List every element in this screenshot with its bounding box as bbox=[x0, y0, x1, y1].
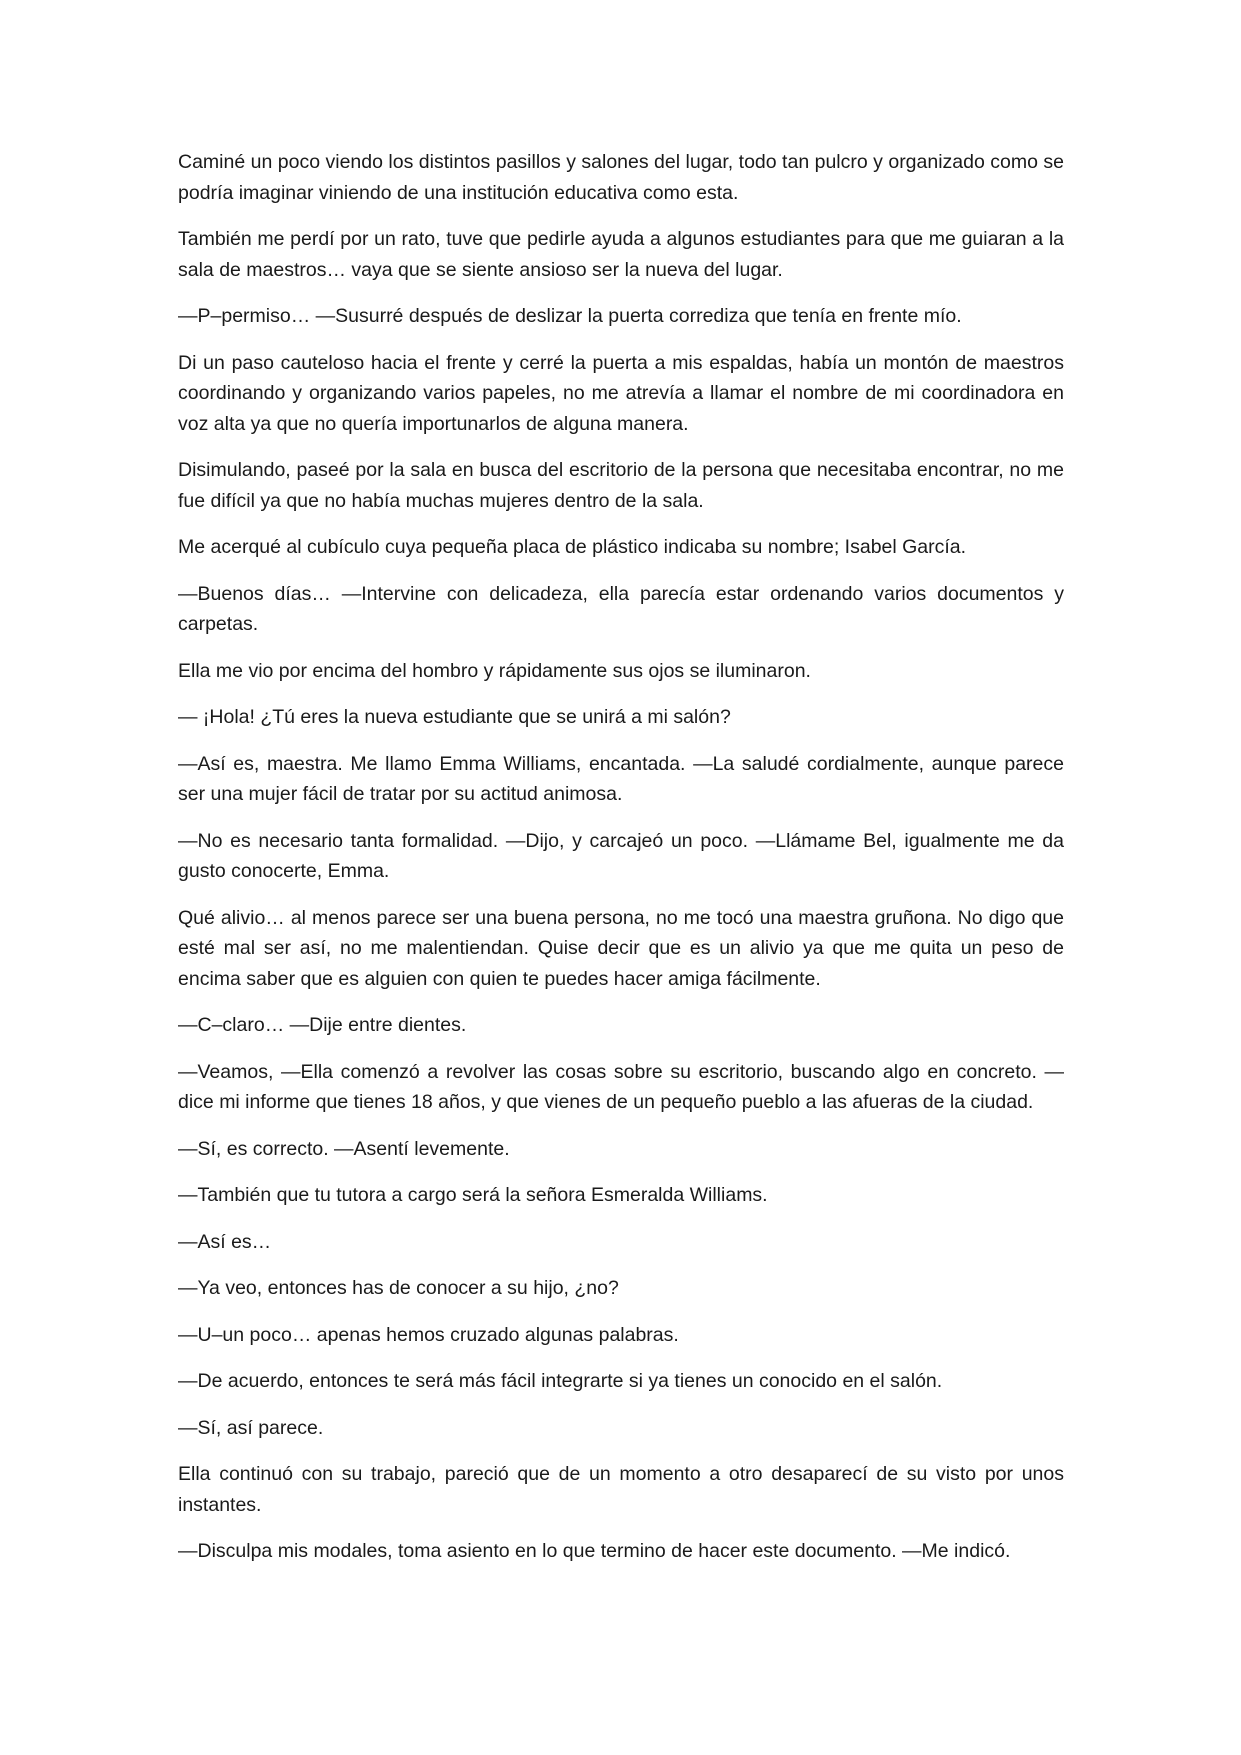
paragraph: Caminé un poco viendo los distintos pasillos y salones del lugar, todo tan pulcro y organizado como se podría imaginar viniendo de una institución educativa como esta. bbox=[178, 151, 1064, 204]
paragraph: Disimulando, paseé por la sala en busca del escritorio de la persona que necesitaba encontrar, no me fue difícil ya que no había muchas mujeres dentro de la sala. bbox=[178, 459, 1064, 512]
paragraph: Ella continuó con su trabajo, pareció que de un momento a otro desaparecí de su visto por unos instantes. bbox=[178, 1463, 1064, 1516]
paragraph: —C–claro… —Dije entre dientes. bbox=[178, 1014, 467, 1036]
paragraph: Di un paso cauteloso hacia el frente y cerré la puerta a mis espaldas, había un montón de maestros coordinando y organizando varios papeles, no me atrevía a llamar el nombre de mi coordinadora en voz alta ya que no quería importunarlos de alguna manera. bbox=[178, 351, 1064, 435]
paragraph: —P–permiso… —Susurré después de deslizar la puerta corrediza que tenía en frente mío. bbox=[178, 305, 962, 327]
paragraph: Ella me vio por encima del hombro y rápidamente sus ojos se iluminaron. bbox=[178, 659, 811, 682]
paragraph: Qué alivio… al menos parece ser una buena persona, no me tocó una maestra gruñona. No digo que esté mal ser así, no me malentiendan. Quise decir que es un alivio ya que me quita un peso de encima saber que es alguien con quien te puedes hacer amiga fácilmente. bbox=[178, 906, 1064, 990]
paragraph: Me acerqué al cubículo cuya pequeña placa de plástico indicaba su nombre; Isabel García. bbox=[178, 536, 967, 558]
paragraph: —Disculpa mis modales, toma asiento en lo que termino de hacer este documento. —Me indicó. bbox=[178, 1540, 1011, 1562]
paragraph: —Así es, maestra. Me llamo Emma Williams, encantada. —La saludé cordialmente, aunque parece ser una mujer fácil de tratar por su actitud animosa. bbox=[178, 752, 1064, 805]
document-body bbox=[178, 147, 1064, 1583]
paragraph: También me perdí por un rato, tuve que pedirle ayuda a algunos estudiantes para que me guiaran a la sala de maestros… vaya que se siente ansioso ser la nueva del lugar. bbox=[178, 228, 1064, 281]
paragraph: —No es necesario tanta formalidad. —Dijo, y carcajeó un poco. —Llámame Bel, igualmente me da gusto conocerte, Emma. bbox=[178, 829, 1064, 882]
paragraph: —Sí, es correcto. —Asentí levemente. bbox=[178, 1137, 510, 1160]
paragraph: —Veamos, —Ella comenzó a revolver las cosas sobre su escritorio, buscando algo en concreto. —dice mi informe que tienes 18 años, y que vienes de un pequeño pueblo a las afueras de la ciudad. bbox=[178, 1060, 1064, 1113]
paragraph: —Así es… bbox=[178, 1230, 272, 1253]
paragraph: —Buenos días… —Intervine con delicadeza, ella parecía estar ordenando varios documentos y carpetas. bbox=[178, 582, 1064, 635]
paragraph: —Sí, así parece. bbox=[178, 1416, 324, 1439]
paragraph: —También que tu tutora a cargo será la señora Esmeralda Williams. bbox=[178, 1184, 768, 1206]
paragraph: — ¡Hola! ¿Tú eres la nueva estudiante que se unirá a mi salón? bbox=[178, 706, 731, 728]
paragraph: —De acuerdo, entonces te será más fácil integrarte si ya tienes un conocido en el salón. bbox=[178, 1370, 943, 1392]
paragraph: —U–un poco… apenas hemos cruzado algunas palabras. bbox=[178, 1323, 679, 1346]
paragraph: —Ya veo, entonces has de conocer a su hijo, ¿no? bbox=[178, 1277, 619, 1299]
